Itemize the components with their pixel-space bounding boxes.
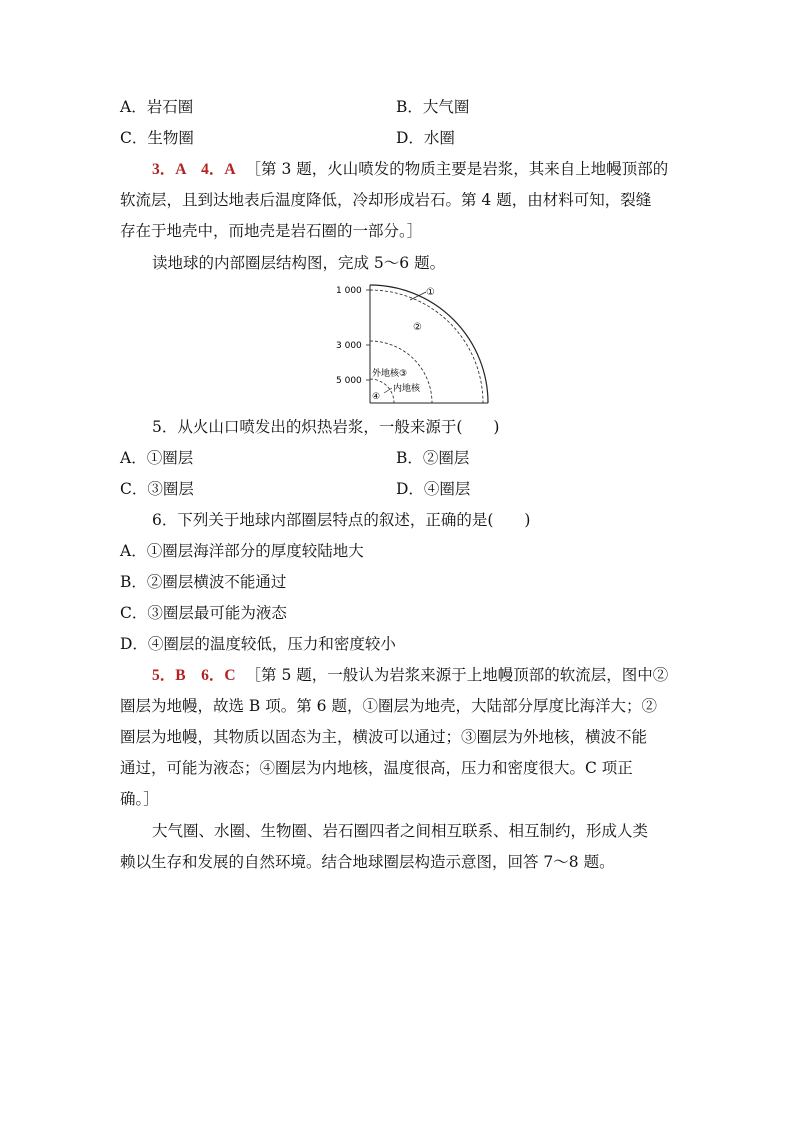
answer-5-6-line-1 [152, 665, 668, 686]
q5-option-d: D．④圈层 [396, 480, 471, 498]
option-d: D．水圈 [396, 129, 455, 147]
intro-5-6: 读地球的内部圈层结构图，完成 5～6 题。 [152, 254, 446, 272]
q6-stem: 6．下列关于地球内部圈层特点的叙述，正确的是( ) [152, 511, 531, 529]
q5-option-b: B．②圈层 [396, 449, 470, 467]
answer-5-6-text-1: ［第 5 题，一般认为岩浆来源于上地幔顶部的软流层，图中② [245, 666, 669, 684]
q5-option-a: A．①圈层 [120, 449, 194, 467]
answer-5-6-line-2: 圈层为地幔，故选 B 项。第 6 题，①圈层为地壳，大陆部分厚度比海洋大；② [120, 697, 657, 715]
layer-label-3: 外地核③ [372, 369, 408, 379]
q5-option-c: C．③圈层 [120, 480, 194, 498]
option-a: A．岩石圈 [120, 98, 194, 116]
layer-label-1: ① [426, 287, 435, 298]
depth-label-1000: 1 000 [336, 286, 362, 296]
moho-arc [370, 290, 483, 403]
surface-arc [370, 285, 488, 403]
answer-3-4-text-1: ［第 3 题，火山喷发的物质主要是岩浆，其来自上地幔顶部的 [245, 160, 669, 178]
q6-option-b: B．②圈层横波不能通过 [120, 573, 287, 591]
intro-7-8-line-2: 赖以生存和发展的自然环境。结合地球圈层构造示意图，回答 7～8 题。 [120, 853, 615, 871]
layer-label-4: ④ [372, 392, 381, 402]
option-c: C．生物圈 [120, 129, 194, 147]
q5-stem: 5．从火山口喷发出的炽热岩浆，一般来源于( ) [152, 418, 500, 436]
earth-interior-diagram [336, 283, 496, 405]
intro-7-8-line-1: 大气圈、水圈、生物圈、岩石圈四者之间相互联系、相互制约，形成人类 [152, 822, 649, 840]
answer-5-6-line-4: 通过，可能为液态；④圈层为内地核，温度很高，压力和密度很大。C 项正 [120, 759, 633, 777]
q6-option-a: A．①圈层海洋部分的厚度较陆地大 [120, 542, 364, 560]
answer-3-4-label: 3．A 4．A [152, 161, 236, 178]
answer-5-6-label: 5．B 6．C [152, 667, 236, 684]
option-b: B．大气圈 [396, 98, 470, 116]
q6-option-d: D．④圈层的温度较低，压力和密度较小 [120, 635, 396, 653]
answer-3-4-line-1 [152, 159, 668, 180]
layer-label-inner-core: 内地核 [393, 384, 421, 394]
q6-option-c: C．③圈层最可能为液态 [120, 604, 287, 622]
answer-5-6-line-3: 圈层为地幔，其物质以固态为主，横波可以通过；③圈层为外地核，横波不能 [120, 728, 648, 746]
answer-3-4-line-3: 存在于地壳中，而地壳是岩石圈的一部分。］ [120, 222, 423, 240]
answer-5-6-line-5: 确。］ [120, 790, 159, 808]
layer-label-2: ② [413, 322, 422, 333]
depth-label-3000: 3 000 [336, 341, 362, 351]
answer-3-4-line-2: 软流层，且到达地表后温度降低，冷却形成岩石。第 4 题，由材料可知，裂缝 [120, 191, 652, 209]
depth-label-5000: 5 000 [336, 376, 362, 386]
